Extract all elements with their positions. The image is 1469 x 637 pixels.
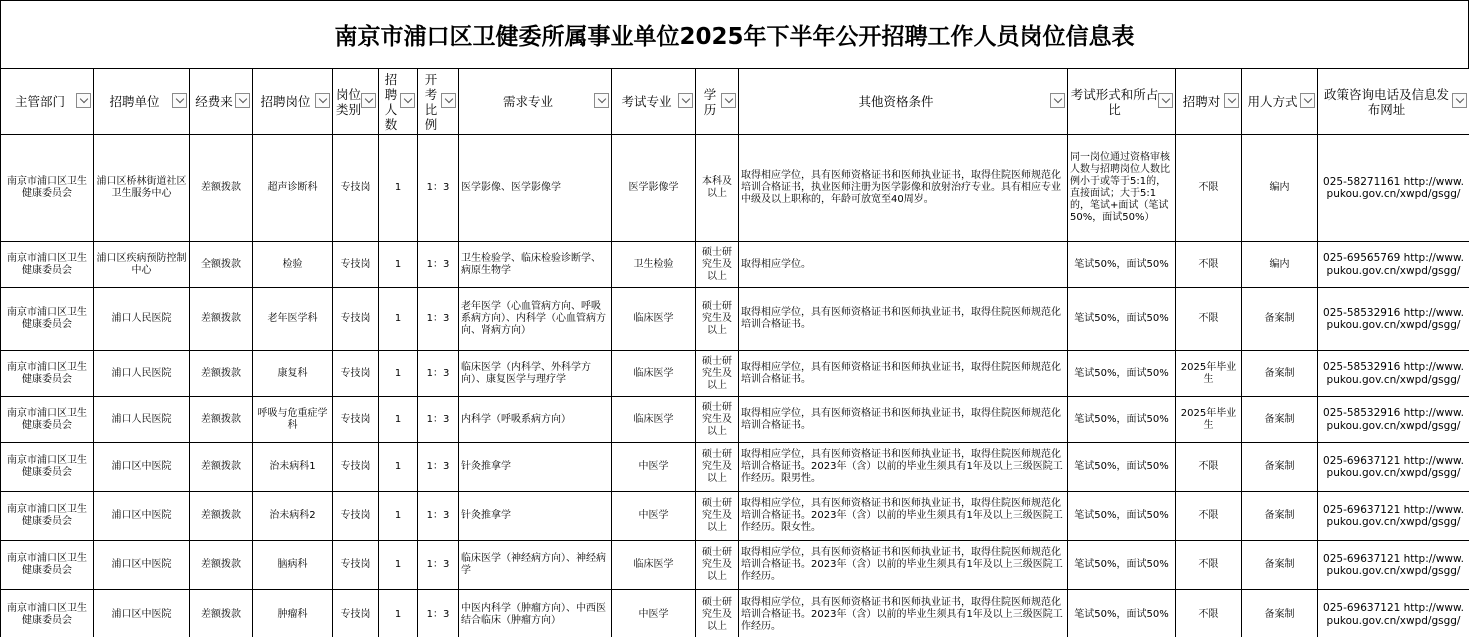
cell-funding: 差额拨款 xyxy=(190,443,253,492)
cell-position: 肿瘤科 xyxy=(253,590,333,637)
filter-dropdown-icon[interactable] xyxy=(76,93,91,108)
cell-education: 硕士研究生及以上 xyxy=(696,397,739,443)
cell-category: 专技岗 xyxy=(333,443,379,492)
cell-contact: 025-58271161 http://www.pukou.gov.cn/xwpd/gsgg/ xyxy=(1318,135,1469,242)
cell-category: 专技岗 xyxy=(333,288,379,351)
cell-department: 南京市浦口区卫生健康委员会 xyxy=(1,242,94,288)
cell-position: 治未病科1 xyxy=(253,443,333,492)
cell-target: 不限 xyxy=(1176,541,1242,590)
cell-contact: 025-69637121 http://www.pukou.gov.cn/xwpd/gsgg/ xyxy=(1318,492,1469,541)
col-header-qualifications: 其他资格条件 xyxy=(739,69,1068,135)
cell-unit: 浦口人民医院 xyxy=(94,288,190,351)
cell-exam-major: 中医学 xyxy=(612,590,696,637)
cell-contact: 025-58532916 http://www.pukou.gov.cn/xwpd/gsgg/ xyxy=(1318,288,1469,351)
cell-funding: 全额拨款 xyxy=(190,242,253,288)
table-row xyxy=(1,397,1469,443)
cell-unit: 浦口区桥林街道社区卫生服务中心 xyxy=(94,135,190,242)
cell-major: 中医内科学（肿瘤方向）、中西医结合临床（肿瘤方向） xyxy=(459,590,612,637)
cell-position: 检验 xyxy=(253,242,333,288)
col-header-exam-form: 考试形式和所占比 xyxy=(1068,69,1176,135)
cell-major: 针灸推拿学 xyxy=(459,443,612,492)
cell-contact: 025-58532916 http://www.pukou.gov.cn/xwpd/gsgg/ xyxy=(1318,397,1469,443)
filter-dropdown-icon[interactable] xyxy=(400,93,415,108)
cell-funding: 差额拨款 xyxy=(190,590,253,637)
cell-unit: 浦口人民医院 xyxy=(94,397,190,443)
cell-ratio: 1：3 xyxy=(418,288,459,351)
cell-contact: 025-69637121 http://www.pukou.gov.cn/xwpd/gsgg/ xyxy=(1318,443,1469,492)
col-header-ratio: 开考比例 xyxy=(418,69,459,135)
cell-funding: 差额拨款 xyxy=(190,541,253,590)
cell-exam-form: 笔试50%，面试50% xyxy=(1068,397,1176,443)
cell-employment: 备案制 xyxy=(1242,492,1318,541)
cell-ratio: 1：3 xyxy=(418,242,459,288)
cell-target: 2025年毕业生 xyxy=(1176,397,1242,443)
cell-employment: 备案制 xyxy=(1242,590,1318,637)
cell-exam-major: 中医学 xyxy=(612,492,696,541)
table-row xyxy=(1,492,1469,541)
cell-ratio: 1：3 xyxy=(418,351,459,397)
cell-position: 脑病科 xyxy=(253,541,333,590)
col-header-category: 岗位类别 xyxy=(333,69,379,135)
cell-count: 1 xyxy=(379,541,418,590)
cell-qualifications: 取得相应学位，具有医师资格证书和医师执业证书，取得住院医师规范化培训合格证书。2023年（含）以前的毕业生须具有1年及以上三级医院工作经历。限男性。 xyxy=(739,443,1068,492)
cell-funding: 差额拨款 xyxy=(190,351,253,397)
cell-position: 超声诊断科 xyxy=(253,135,333,242)
cell-count: 1 xyxy=(379,397,418,443)
table-row xyxy=(1,590,1469,637)
cell-department: 南京市浦口区卫生健康委员会 xyxy=(1,443,94,492)
cell-qualifications: 取得相应学位，具有医师资格证书和医师执业证书，取得住院医师规范化培训合格证书。 xyxy=(739,288,1068,351)
table-row xyxy=(1,135,1469,242)
cell-education: 硕士研究生及以上 xyxy=(696,242,739,288)
cell-target: 不限 xyxy=(1176,443,1242,492)
cell-funding: 差额拨款 xyxy=(190,397,253,443)
cell-education: 本科及以上 xyxy=(696,135,739,242)
cell-exam-major: 临床医学 xyxy=(612,351,696,397)
table-row xyxy=(1,443,1469,492)
cell-major: 医学影像、医学影像学 xyxy=(459,135,612,242)
filter-dropdown-icon[interactable] xyxy=(678,93,693,108)
cell-qualifications: 取得相应学位。 xyxy=(739,242,1068,288)
cell-exam-form: 笔试50%，面试50% xyxy=(1068,541,1176,590)
cell-count: 1 xyxy=(379,242,418,288)
cell-education: 硕士研究生及以上 xyxy=(696,492,739,541)
cell-position: 康复科 xyxy=(253,351,333,397)
cell-qualifications: 取得相应学位，具有医师资格证书和医师执业证书，取得住院医师规范化培训合格证书。2023年（含）以前的毕业生须具有1年及以上三级医院工作经历。限女性。 xyxy=(739,492,1068,541)
cell-contact: 025-69565769 http://www.pukou.gov.cn/xwpd/gsgg/ xyxy=(1318,242,1469,288)
filter-dropdown-icon[interactable] xyxy=(315,93,330,108)
cell-education: 硕士研究生及以上 xyxy=(696,351,739,397)
cell-category: 专技岗 xyxy=(333,397,379,443)
cell-ratio: 1：3 xyxy=(418,590,459,637)
cell-employment: 备案制 xyxy=(1242,397,1318,443)
cell-exam-major: 临床医学 xyxy=(612,288,696,351)
cell-contact: 025-69637121 http://www.pukou.gov.cn/xwpd/gsgg/ xyxy=(1318,541,1469,590)
cell-count: 1 xyxy=(379,443,418,492)
cell-unit: 浦口人民医院 xyxy=(94,351,190,397)
col-header-exam-major: 考试专业 xyxy=(612,69,696,135)
cell-ratio: 1：3 xyxy=(418,443,459,492)
cell-major: 临床医学（内科学、外科学方向）、康复医学与理疗学 xyxy=(459,351,612,397)
cell-employment: 备案制 xyxy=(1242,288,1318,351)
col-header-education: 学历 xyxy=(696,69,739,135)
cell-qualifications: 取得相应学位，具有医师资格证书和医师执业证书，取得住院医师规范化培训合格证书。2023年（含）以前的毕业生须具有1年及以上三级医院工作经历。 xyxy=(739,541,1068,590)
cell-exam-form: 笔试50%，面试50% xyxy=(1068,443,1176,492)
cell-count: 1 xyxy=(379,135,418,242)
cell-employment: 备案制 xyxy=(1242,443,1318,492)
cell-qualifications: 取得相应学位，具有医师资格证书和医师执业证书，取得住院医师规范化培训合格证书。 xyxy=(739,351,1068,397)
cell-major: 内科学（呼吸系病方向） xyxy=(459,397,612,443)
cell-major: 卫生检验学、临床检验诊断学、病原生物学 xyxy=(459,242,612,288)
header-row xyxy=(1,69,1469,135)
cell-exam-major: 临床医学 xyxy=(612,397,696,443)
cell-employment: 编内 xyxy=(1242,135,1318,242)
job-info-table xyxy=(0,68,1469,637)
cell-department: 南京市浦口区卫生健康委员会 xyxy=(1,351,94,397)
cell-ratio: 1：3 xyxy=(418,135,459,242)
cell-exam-form: 笔试50%，面试50% xyxy=(1068,242,1176,288)
cell-exam-form: 笔试50%，面试50% xyxy=(1068,492,1176,541)
cell-major: 针灸推拿学 xyxy=(459,492,612,541)
cell-category: 专技岗 xyxy=(333,541,379,590)
cell-target: 不限 xyxy=(1176,135,1242,242)
cell-education: 硕士研究生及以上 xyxy=(696,443,739,492)
cell-count: 1 xyxy=(379,288,418,351)
cell-category: 专技岗 xyxy=(333,492,379,541)
cell-major: 临床医学（神经病方向）、神经病学 xyxy=(459,541,612,590)
cell-qualifications: 取得相应学位，具有医师资格证书和医师执业证书，取得住院医师规范化培训合格证书。 xyxy=(739,397,1068,443)
cell-category: 专技岗 xyxy=(333,242,379,288)
cell-education: 硕士研究生及以上 xyxy=(696,590,739,637)
cell-exam-major: 临床医学 xyxy=(612,541,696,590)
col-header-target: 招聘对 xyxy=(1176,69,1242,135)
filter-dropdown-icon[interactable] xyxy=(594,93,609,108)
cell-employment: 编内 xyxy=(1242,242,1318,288)
cell-major: 老年医学（心血管病方向、呼吸系病方向）、内科学（心血管病方向、肾病方向） xyxy=(459,288,612,351)
cell-department: 南京市浦口区卫生健康委员会 xyxy=(1,288,94,351)
cell-target: 不限 xyxy=(1176,288,1242,351)
col-header-employment: 用人方式 xyxy=(1242,69,1318,135)
cell-count: 1 xyxy=(379,492,418,541)
col-header-position: 招聘岗位 xyxy=(253,69,333,135)
cell-funding: 差额拨款 xyxy=(190,288,253,351)
col-header-major: 需求专业 xyxy=(459,69,612,135)
filter-dropdown-icon[interactable] xyxy=(721,93,736,108)
cell-employment: 备案制 xyxy=(1242,351,1318,397)
col-header-contact: 政策咨询电话及信息发布网址 xyxy=(1318,69,1469,135)
cell-employment: 备案制 xyxy=(1242,541,1318,590)
filter-dropdown-icon[interactable] xyxy=(1050,93,1065,108)
filter-dropdown-icon[interactable] xyxy=(441,93,456,108)
cell-funding: 差额拨款 xyxy=(190,492,253,541)
cell-education: 硕士研究生及以上 xyxy=(696,288,739,351)
cell-education: 硕士研究生及以上 xyxy=(696,541,739,590)
cell-unit: 浦口区中医院 xyxy=(94,590,190,637)
cell-department: 南京市浦口区卫生健康委员会 xyxy=(1,541,94,590)
cell-position: 老年医学科 xyxy=(253,288,333,351)
col-header-funding: 经费来 xyxy=(190,69,253,135)
cell-category: 专技岗 xyxy=(333,590,379,637)
table-row xyxy=(1,242,1469,288)
cell-exam-form: 笔试50%，面试50% xyxy=(1068,590,1176,637)
cell-contact: 025-58532916 http://www.pukou.gov.cn/xwpd/gsgg/ xyxy=(1318,351,1469,397)
cell-count: 1 xyxy=(379,590,418,637)
cell-exam-form: 笔试50%，面试50% xyxy=(1068,288,1176,351)
filter-dropdown-icon[interactable] xyxy=(1158,93,1173,108)
cell-department: 南京市浦口区卫生健康委员会 xyxy=(1,590,94,637)
cell-ratio: 1：3 xyxy=(418,541,459,590)
cell-target: 不限 xyxy=(1176,590,1242,637)
cell-category: 专技岗 xyxy=(333,351,379,397)
cell-exam-major: 中医学 xyxy=(612,443,696,492)
cell-position: 治未病科2 xyxy=(253,492,333,541)
cell-target: 2025年毕业生 xyxy=(1176,351,1242,397)
filter-dropdown-icon[interactable] xyxy=(1300,93,1315,108)
table-row xyxy=(1,288,1469,351)
cell-ratio: 1：3 xyxy=(418,397,459,443)
table-row xyxy=(1,351,1469,397)
cell-qualifications: 取得相应学位，具有医师资格证书和医师执业证书，取得住院医师规范化培训合格证书。2023年（含）以前的毕业生须具有1年及以上三级医院工作经历。 xyxy=(739,590,1068,637)
cell-exam-major: 卫生检验 xyxy=(612,242,696,288)
table-row xyxy=(1,541,1469,590)
cell-position: 呼吸与危重症学科 xyxy=(253,397,333,443)
cell-department: 南京市浦口区卫生健康委员会 xyxy=(1,135,94,242)
cell-unit: 浦口区疾病预防控制中心 xyxy=(94,242,190,288)
cell-target: 不限 xyxy=(1176,492,1242,541)
filter-dropdown-icon[interactable] xyxy=(361,93,376,108)
cell-contact: 025-69637121 http://www.pukou.gov.cn/xwpd/gsgg/ xyxy=(1318,590,1469,637)
page-title: 南京市浦口区卫健委所属事业单位2025年下半年公开招聘工作人员岗位信息表 xyxy=(0,0,1469,68)
cell-unit: 浦口区中医院 xyxy=(94,443,190,492)
cell-target: 不限 xyxy=(1176,242,1242,288)
cell-department: 南京市浦口区卫生健康委员会 xyxy=(1,397,94,443)
cell-exam-form: 笔试50%，面试50% xyxy=(1068,351,1176,397)
filter-dropdown-icon[interactable] xyxy=(172,93,187,108)
cell-ratio: 1：3 xyxy=(418,492,459,541)
filter-dropdown-icon[interactable] xyxy=(235,93,250,108)
cell-exam-form: 同一岗位通过资格审核人数与招聘岗位人数比例小于或等于5:1的，直接面试；大于5:1的，笔试+面试（笔试50%，面试50%） xyxy=(1068,135,1176,242)
col-header-unit: 招聘单位 xyxy=(94,69,190,135)
cell-department: 南京市浦口区卫生健康委员会 xyxy=(1,492,94,541)
cell-count: 1 xyxy=(379,351,418,397)
cell-unit: 浦口区中医院 xyxy=(94,541,190,590)
cell-category: 专技岗 xyxy=(333,135,379,242)
col-header-department: 主管部门 xyxy=(1,69,94,135)
cell-funding: 差额拨款 xyxy=(190,135,253,242)
cell-exam-major: 医学影像学 xyxy=(612,135,696,242)
cell-unit: 浦口区中医院 xyxy=(94,492,190,541)
filter-dropdown-icon[interactable] xyxy=(1224,93,1239,108)
filter-dropdown-icon[interactable] xyxy=(1452,93,1467,108)
cell-qualifications: 取得相应学位，具有医师资格证书和医师执业证书，取得住院医师规范化培训合格证书，执业医师注册为医学影像和放射治疗专业。具有相应专业中级及以上职称的，年龄可放宽至40周岁。 xyxy=(739,135,1068,242)
col-header-count: 招聘人数 xyxy=(379,69,418,135)
